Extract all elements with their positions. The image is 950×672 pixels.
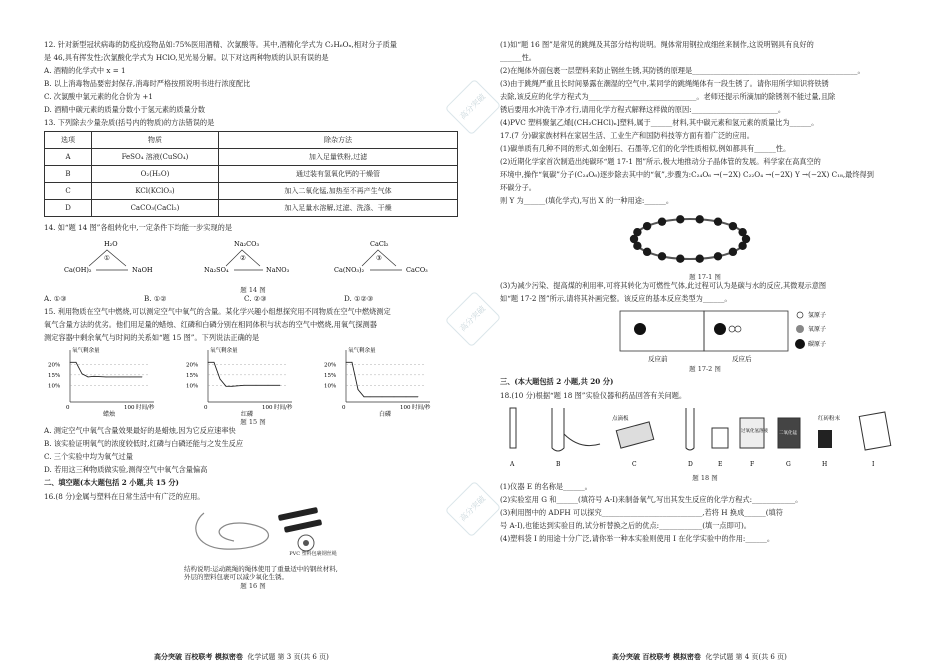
carbon-atom [729,222,737,230]
q18-part2: (2)实验室用 G 和______(填符号 A-I)来制备氧气,写出其发生反应的化学方程式:____________。 [500,495,803,505]
data-point [70,362,71,363]
q12-option-d: D. 酒精中碳元素的质量分数小于氢元素的质量分数 [44,105,206,114]
x-axis-label: 时间/秒 [136,405,155,412]
data-point [370,396,371,397]
label: H₂O [104,240,118,248]
carbon-atom [676,215,684,223]
label: Ca(OH)₂ [64,266,92,274]
carbon-atom [738,242,746,250]
q16-part3-cont: 锈后要用水冲洗干净才行,请用化学方程式解释这样做的原因:________________________。 [500,105,786,114]
q16-part2: (2)在绳体外面包裹一层塑料来防止钢丝生锈,其防锈的原理是______________________________________________。 [500,66,865,75]
data-point [82,373,83,374]
data-point [88,377,89,378]
cell: 加入足量水溶解,过滤、洗涤、干燥 [219,200,458,217]
right-page [500,40,910,547]
q18-caption: 题 18 图 [692,474,718,483]
apparatus-label: I [872,461,875,469]
data-point [418,396,419,397]
q17-caption-1: 题 17-1 图 [689,273,721,281]
q18-part4: (4)塑料袋 I 的用途十分广泛,请你举一种本实验则使用 I 在化学实验中的作用:______。 [500,534,775,544]
apparatus-label: A [510,461,515,469]
rope-handle [284,519,322,533]
cell: O₂(H₂O) [92,166,219,183]
carbon-atom [658,217,666,225]
cell: C [45,183,92,200]
data-point [106,377,107,378]
data-point [76,362,77,363]
cell: FeSO₄ 溶液(CuSO₄) [92,149,219,166]
cell: CaCO₃(CaCl₂) [92,200,219,217]
test-tube-icon [552,408,564,451]
y-tick-label: 15% [48,372,61,379]
q14-option-a: A. ①③ [44,294,67,304]
carbon-atom [696,254,704,262]
apparatus-label: C [632,461,637,469]
table-header-row [45,132,458,149]
cell: KCl(KClO₃) [92,183,219,200]
q18-stem: 18.(10 分)根据“题 18 图”实验仪器和药品回答有关问题。 [500,391,687,401]
q15-chart-candle [44,346,176,418]
label: NaNO₃ [266,266,290,274]
q17-part3-cont: 如“题 17-2 图”所示,请将其补画完整。该反应的基本反应类型为______。 [500,294,732,304]
q18-part3: (3)利用图中的 ADFH 可以探究____________________________,若将 H 换成______(填符 [500,508,783,518]
bottle-g-label: 二氧化锰 [779,431,797,437]
q16-part1-cont: ______性。 [500,53,536,62]
label: Na₂CO₃ [234,240,260,248]
y-tick-label: 20% [186,362,199,369]
q17-stem: 17.(7 分)碳家族材料在家居生活、工业生产和国防科技等方面有着广泛的应用。 [500,131,754,140]
x-tick-label: 0 [204,405,208,412]
q14-figure [44,236,458,284]
data-point [208,362,209,363]
x-tick-label: 0 [342,405,346,412]
hydrogen-atom [729,326,735,332]
apparatus-label: H [822,461,828,469]
left-page [44,40,462,590]
footer-right [612,653,787,662]
data-point [256,385,257,386]
spot-plate-label: 点滴板 [612,416,629,423]
x-tick-label: 0 [66,405,70,412]
arrow-lines [362,250,402,270]
q17-part2: (2)近期化学家首次制造出纯碳环“题 17-1 图”所示,极大地推动分子晶体管的发展。科学家在高真空的 [500,157,821,166]
x-tick-label: 100 [262,405,273,412]
cell: A [45,149,92,166]
series-line [208,362,280,386]
q12-option-a: A. 酒精的化学式中 x = 1 [44,66,126,75]
x-axis-label: 时间/秒 [274,405,293,412]
label: CaCO₃ [406,266,428,274]
table-row [45,166,458,183]
footer-left [154,653,329,662]
col-header: 物质 [92,132,219,149]
legend-oxygen-icon [796,325,804,333]
bottle-h-icon [818,430,832,448]
label: NaOH [132,266,153,274]
q13-stem: 13. 下列除去少量杂质(括号内的物质)的方法错误的是 [44,118,215,127]
carbon-atom [634,323,646,335]
apparatus-label: B [556,461,561,469]
data-point [214,362,215,363]
q14-caption: 题 14 图 [240,286,266,294]
q12-stem: 12. 针对新型冠状病毒的防疫抗疫物品如:75%医用酒精、次氯酸等。其中,酒精化学式为 C₂H₆Oₓ,相对分子质量 [44,40,397,49]
structure-note-cont: 外层的塑料包裹可以减少氧化生锈。 [184,573,288,582]
cell: 加入足量铁粉,过滤 [219,149,458,166]
after-label: 反应后 [732,355,752,364]
carbon-atom [714,217,722,225]
transform-group-2 [204,240,290,274]
delivery-tube [564,434,600,446]
q16-caption: 题 16 图 [240,581,266,590]
rope-handle [278,507,318,521]
small-tube-icon [686,408,694,450]
apparatus-label: G [786,461,791,469]
cell: 通过装有氢氧化钙的干燥管 [219,166,458,183]
q12-option-c: C. 次氯酸中氯元素的化合价为 +1 [44,92,153,101]
structure-note: 结构说明:运动跳绳的绳体使用了重量适中的钢丝材料, [184,565,338,574]
footer-brand: 高分突破 百校联考 模拟密卷 [612,652,701,662]
carbon-atom [676,254,684,262]
carbon-ring-drawing [620,209,760,271]
carbon-ring-figure [620,209,910,273]
section-two-heading: 二、填空题(本大题包括 2 小题,共 15 分) [44,478,179,488]
q16-part4: (4)PVC 塑料聚氯乙烯[(CH₂CHCl)ₙ]塑料,属于______材料,其中碳元素和氢元素的质量比为______。 [500,118,819,127]
watermark-stamp: 高分突破 [445,291,502,348]
hydrogen-atom [735,326,741,332]
data-point [244,385,245,386]
bottle-h-label: 红砖粉末 [818,416,841,423]
q16-part3-cont: 去除,该反应的化学方程式为______________________________。老师还提示所滴加的除锈剂不能过量,且除 [500,92,836,101]
carbon-atom [738,228,746,236]
q16-part1: (1)如“题 16 图”是常见的跳绳及其部分结构说明。绳体常用钢拉成细丝来制作,这说明钢具有良好的 [500,40,814,49]
y-tick-label: 10% [186,383,199,390]
jump-rope-drawing [184,505,334,553]
q15-stem-cont: 测定容器中剩余氧气与时间的关系如“题 15 图”。下列说法正确的是 [44,333,260,343]
q14-options [44,294,462,303]
q15-chart-white-phosphorus [320,346,460,418]
data-point [142,377,143,378]
data-point [358,389,359,390]
data-point [118,377,119,378]
q15-option-a: A. 测定空气中氧气含量效果最好的是蜡烛,因为它反应速率快 [44,426,236,436]
data-point [232,386,233,387]
transform-group-3 [334,240,428,274]
watermark-stamp: 高分突破 [445,79,502,136]
label: Na₂SO₄ [204,266,229,274]
footer-page: 化学试题 第 3 页(共 6 页) [247,653,329,662]
cell: D [45,200,92,217]
q14-option-c: C. ②③ [244,294,267,304]
section-three-heading: 三、(本大题包括 2 小题,共 20 分) [500,377,614,387]
y-axis-label: 氧气剩余量 [210,348,238,355]
rope-cord [196,513,269,549]
plastic-bag-icon [859,412,891,450]
q18-part3-cont: 号 A-I),也能达到实验目的,试分析替换之后的优点:____________(填一点即可)。 [500,521,751,531]
data-point [382,396,383,397]
x-axis-label: 时间/秒 [412,405,431,412]
q15-option-c: C. 三个实验中均为氧气过量 [44,452,133,462]
y-tick-label: 10% [48,383,61,390]
col-header: 选项 [45,132,92,149]
data-point [226,386,227,387]
data-point [94,376,95,377]
q15-stem: 15. 利用物质在空气中燃烧,可以测定空气中氧气的含量。某化学兴趣小组想探究用不同物质在空气中燃烧测定 [44,307,391,317]
legend-oxygen: 氧原子 [808,326,827,334]
q12-option-b: B. 以上消毒物品要密封保存,消毒时严格按照说明书进行浓度配比 [44,79,251,88]
data-point [394,396,395,397]
q15-option-d: D. 若用这三种物质做实验,测得空气中氧气含量偏高 [44,465,208,475]
q17-part1: (1)碳单质有几种不同的形式,如金刚石、石墨等,它们的化学性质相似,例如都具有______性。 [500,144,791,153]
cell: 加入二氧化锰,加热至不再产生气体 [219,183,458,200]
q16-part3: (3)由于跳绳严重且长时间暴露在潮湿的空气中,某同学的跳绳绳体有一段生锈了。请你用所学知识将铁锈 [500,79,829,88]
data-point [364,396,365,397]
cable-core [303,540,309,546]
series-name: 白磷 [379,411,392,419]
data-point [268,385,269,386]
cable-label: PVC 塑料包裹钢丝绳 [289,551,337,558]
q15-option-b: B. 该实验证明氧气的浓度较低时,红磷与白磷还能与之发生反应 [44,439,244,449]
q12-stem-cont: 是 46,具有挥发性;次氯酸化学式为 HClO,见光易分解。以下对这两种物质的认识有误的是 [44,53,329,62]
label: CaCl₂ [370,240,389,248]
label: Ca(NO₃)₂ [334,266,365,274]
footer-page: 化学试题 第 4 页(共 6 页) [705,653,787,662]
carbon-atom [696,215,704,223]
table-row [45,200,458,217]
y-tick-label: 15% [186,372,199,379]
carbon-atom [643,248,651,256]
carbon-atom [729,248,737,256]
q17-part2-cont: 环碳分子。 [500,183,536,192]
data-point [280,385,281,386]
x-tick-label: 100 [400,405,411,412]
q17-caption-2: 题 17-2 图 [689,365,721,374]
label: ② [240,254,246,262]
legend-carbon: 碳原子 [808,341,827,349]
q17-part2-cont: 则 Y 为______(填化学式),写出 X 的一种用途:______。 [500,196,674,205]
data-point [346,362,347,363]
data-point [130,377,131,378]
q15-charts [44,346,462,418]
y-tick-label: 15% [324,372,337,379]
data-point [352,362,353,363]
spot-plate-icon [616,422,654,448]
col-header: 除杂方法 [219,132,458,149]
q16-stem: 16.(8 分)金属与塑料在日常生活中有广泛的应用。 [44,492,205,502]
carbon-atom [658,252,666,260]
series-name: 红磷 [241,411,254,419]
q18-apparatus [500,404,910,472]
q15-caption: 题 15 图 [240,418,266,427]
legend-carbon-icon [795,339,805,349]
q17-part3: (3)为减少污染、提高煤的利用率,可将其转化为可燃性气体,此过程可认为是碳与水的反应,其微观示意图 [500,281,827,291]
q18-part1: (1)仪器 E 的名称是______。 [500,482,592,492]
label: ① [104,254,110,262]
table-row [45,149,458,166]
series-line [346,362,418,397]
cell: B [45,166,92,183]
q14-stem: 14. 如“题 14 图”各组转化中,一定条件下均能一步实现的是 [44,223,233,232]
q14-option-d: D. ①②③ [344,294,374,304]
table-row [45,183,458,200]
data-point [220,379,221,380]
watermark-stamp: 高分突破 [445,481,502,538]
apparatus-label: D [688,461,693,469]
y-tick-label: 10% [324,383,337,390]
y-axis-label: 氧气剩余量 [348,348,376,355]
q17-reaction-diagram [500,307,910,367]
x-tick-label: 100 [124,405,135,412]
q17-part2-cont: 环境中,操作“氧碳”分子(C₂₄O₆)逐步除去其中的“氧”,步骤为:C₂₄O₆ →(−2X) C₂₂O₄ →(−2X) Y →(−2X) C₁₈,最终得到 [500,170,874,179]
y-tick-label: 20% [324,362,337,369]
before-label: 反应前 [648,355,668,364]
before-box [620,311,704,351]
footer-brand: 高分突破 百校联考 模拟密卷 [154,652,243,662]
q14-option-b: B. ①② [144,294,167,304]
carbon-atom [633,228,641,236]
bottle-f-label: 过氧化氢溶液 [741,429,768,435]
legend-hydrogen: 氢原子 [808,312,827,320]
carbon-atom [714,323,726,335]
apparatus-label: E [718,461,723,469]
series-name: 蜡烛 [103,411,116,419]
carbon-atom [714,252,722,260]
data-point [406,396,407,397]
q15-stem-cont: 氧气含量方法的优劣。他们用足量的蜡烛、红磷和白磷分别在相同体积与状态的空气中燃烧,用氧气探测器 [44,320,377,330]
q13-table [44,131,458,217]
q15-chart-red-phosphorus [182,346,314,418]
legend-hydrogen-icon [797,312,803,318]
carbon-atom [643,222,651,230]
transform-group-1 [64,240,153,274]
label: ③ [376,254,382,262]
burette-icon [510,408,516,448]
apparatus-labels [509,461,875,468]
beaker-icon [712,428,728,448]
q16-figure [184,505,344,581]
y-axis-label: 氧气剩余量 [72,348,100,355]
y-tick-label: 20% [48,362,61,369]
apparatus-label: F [750,461,755,469]
